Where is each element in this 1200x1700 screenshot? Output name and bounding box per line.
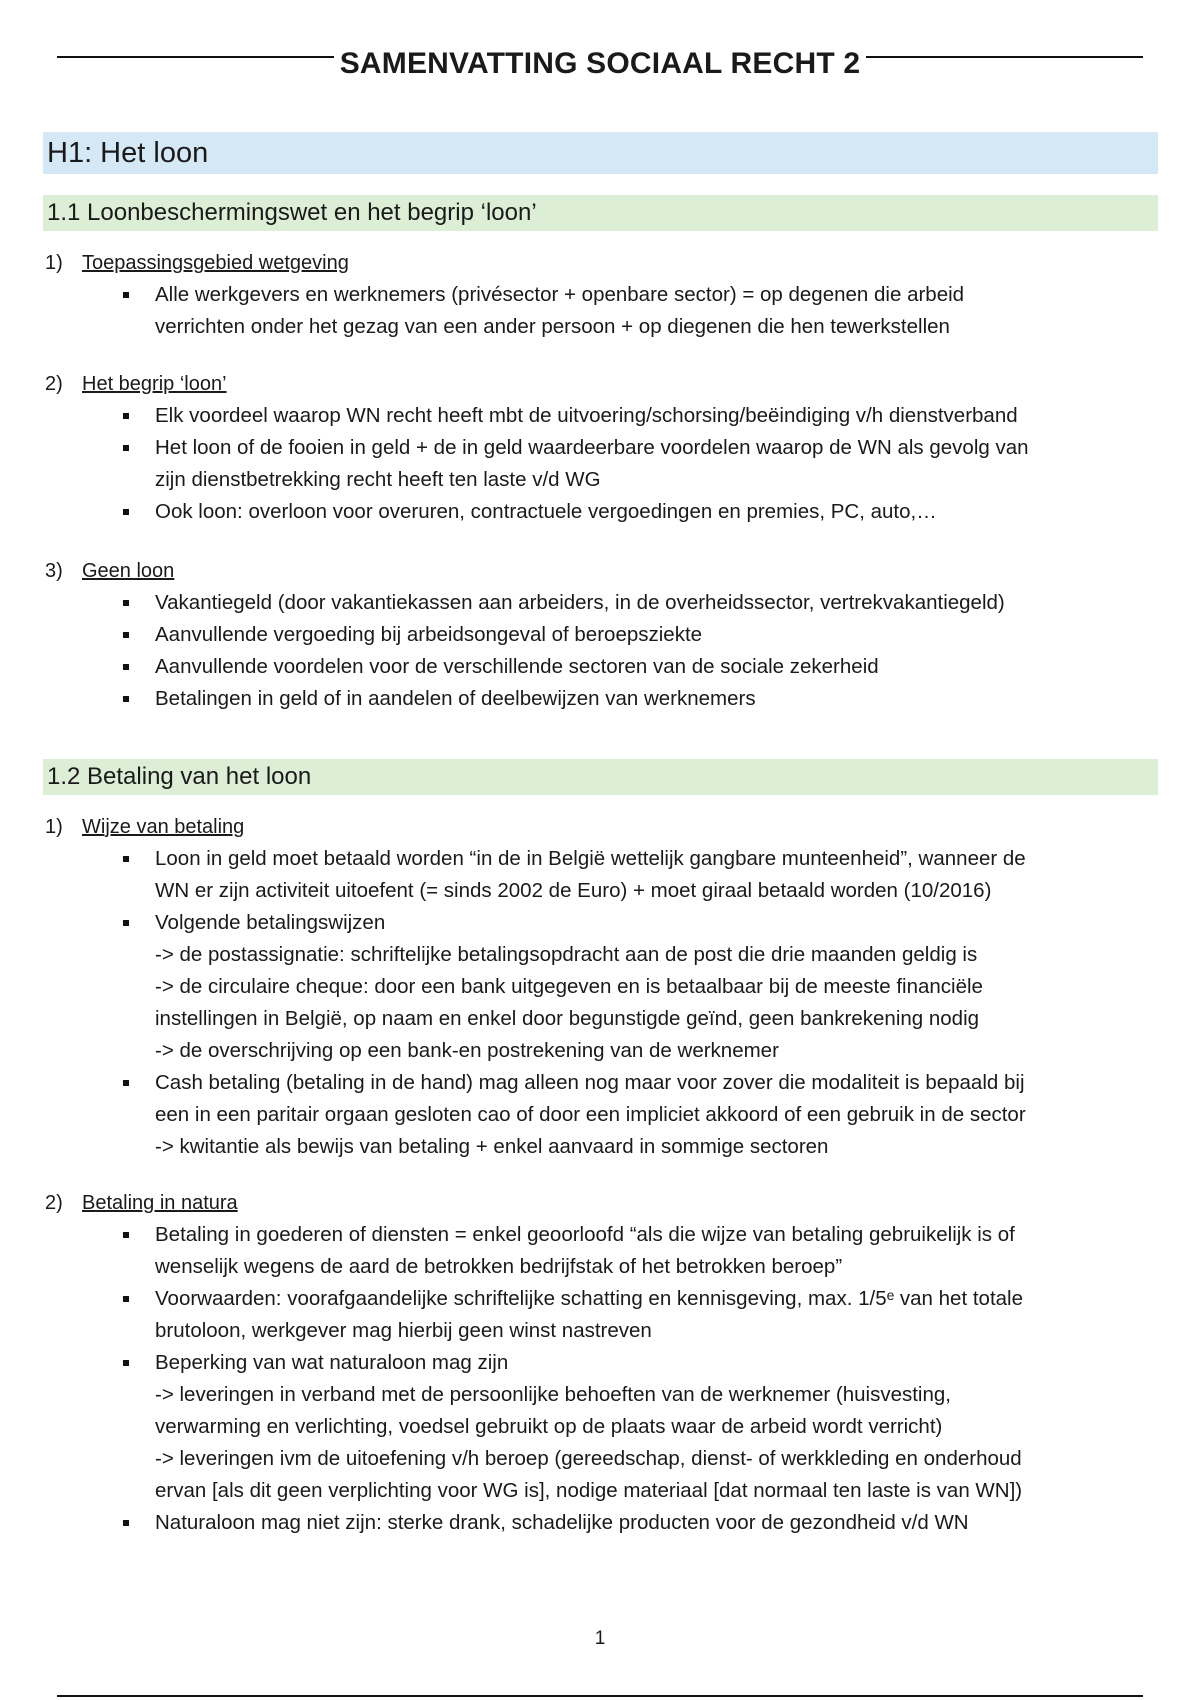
bullet-item: Betaling in goederen of diensten = enkel geoorloofd “als die wijze van betaling gebruikelijk is of wenselijk wegens de aard de betrokken bedrijfstak of het betrokken beroep”	[120, 1219, 1160, 1283]
bottom-rule	[57, 1695, 1143, 1697]
bullet-list	[120, 843, 1160, 1163]
bullet-item: Cash betaling (betaling in de hand) mag alleen nog maar voor zover die modaliteit is bepaald bij een in een paritair orgaan gesloten cao of door een impliciet akkoord of een gebruik in de sector -> kwitantie als bewijs van betaling + enkel aanvaard in sommige sectoren	[120, 1067, 1160, 1163]
bullet-item: Vakantiegeld (door vakantiekassen aan arbeiders, in de overheidssector, vertrekvakantiegeld)	[120, 587, 1160, 619]
bullet-item: Betalingen in geld of in aandelen of deelbewijzen van werknemers	[120, 683, 1160, 715]
bullet-item: Alle werkgevers en werknemers (privésector + openbare sector) = op degenen die arbeid verrichten onder het gezag van een ander persoon + op diegenen die hen tewerkstellen	[120, 279, 1160, 343]
bullet-list	[120, 587, 1160, 715]
section-heading-1-2: 1.2 Betaling van het loon	[43, 759, 1158, 795]
bullet-item: Elk voordeel waarop WN recht heeft mbt de uitvoering/schorsing/beëindiging v/h dienstverband	[120, 400, 1160, 432]
page-number: 1	[594, 1628, 606, 1649]
section-heading-1-1: 1.1 Loonbeschermingswet en het begrip ‘loon’	[43, 195, 1158, 231]
chapter-heading: H1: Het loon	[43, 132, 1158, 174]
item-heading: 2) Het begrip ‘loon’	[45, 373, 227, 395]
bullet-item: Ook loon: overloon voor overuren, contractuele vergoedingen en premies, PC, auto,…	[120, 496, 1160, 528]
item-heading: 1) Wijze van betaling	[45, 816, 245, 838]
item-heading: 2) Betaling in natura	[45, 1192, 238, 1214]
bullet-item: Aanvullende vergoeding bij arbeidsongeval of beroepsziekte	[120, 619, 1160, 651]
bullet-list	[120, 279, 1160, 343]
bullet-item: Naturaloon mag niet zijn: sterke drank, schadelijke producten voor de gezondheid v/d WN	[120, 1507, 1160, 1539]
bullet-item: Volgende betalingswijzen -> de postassignatie: schriftelijke betalingsopdracht aan de post die drie maanden geldig is -> de circulaire cheque: door een bank uitgegeven en is betaalbaar bij de meeste financiële instellingen in België, op naam en enkel door begunstigde geïnd, geen bankrekening nodig -> de overschrijving op een bank-en postrekening van de werknemer	[120, 907, 1160, 1067]
bullet-list	[120, 400, 1160, 528]
bullet-list	[120, 1219, 1160, 1539]
item-heading: 1) Toepassingsgebied wetgeving	[45, 252, 349, 274]
bullet-item: Het loon of de fooien in geld + de in geld waardeerbare voordelen waarop de WN als gevolg van zijn dienstbetrekking recht heeft ten laste v/d WG	[120, 432, 1160, 496]
bullet-item: Aanvullende voordelen voor de verschillende sectoren van de sociale zekerheid	[120, 651, 1160, 683]
document-title: SAMENVATTING SOCIAAL RECHT 2	[0, 47, 1200, 81]
item-heading: 3) Geen loon	[45, 560, 175, 582]
bullet-item: Voorwaarden: voorafgaandelijke schriftelijke schatting en kennisgeving, max. 1/5ᵉ van het totale brutoloon, werkgever mag hierbij geen winst nastreven	[120, 1283, 1160, 1347]
bullet-item: Beperking van wat naturaloon mag zijn -> leveringen in verband met de persoonlijke behoeften van de werknemer (huisvesting, verwarming en verlichting, voedsel gebruikt op de plaats waar de arbeid wordt verricht) -> leveringen ivm de uitoefening v/h beroep (gereedschap, dienst- of werkkleding en onderhoud ervan [als dit geen verplichting voor WG is], nodige materiaal [dat normaal ten laste is van WN])	[120, 1347, 1160, 1507]
bullet-item: Loon in geld moet betaald worden “in de in België wettelijk gangbare munteenheid”, wanneer de WN er zijn activiteit uitoefent (= sinds 2002 de Euro) + moet giraal betaald worden (10/2016)	[120, 843, 1160, 907]
